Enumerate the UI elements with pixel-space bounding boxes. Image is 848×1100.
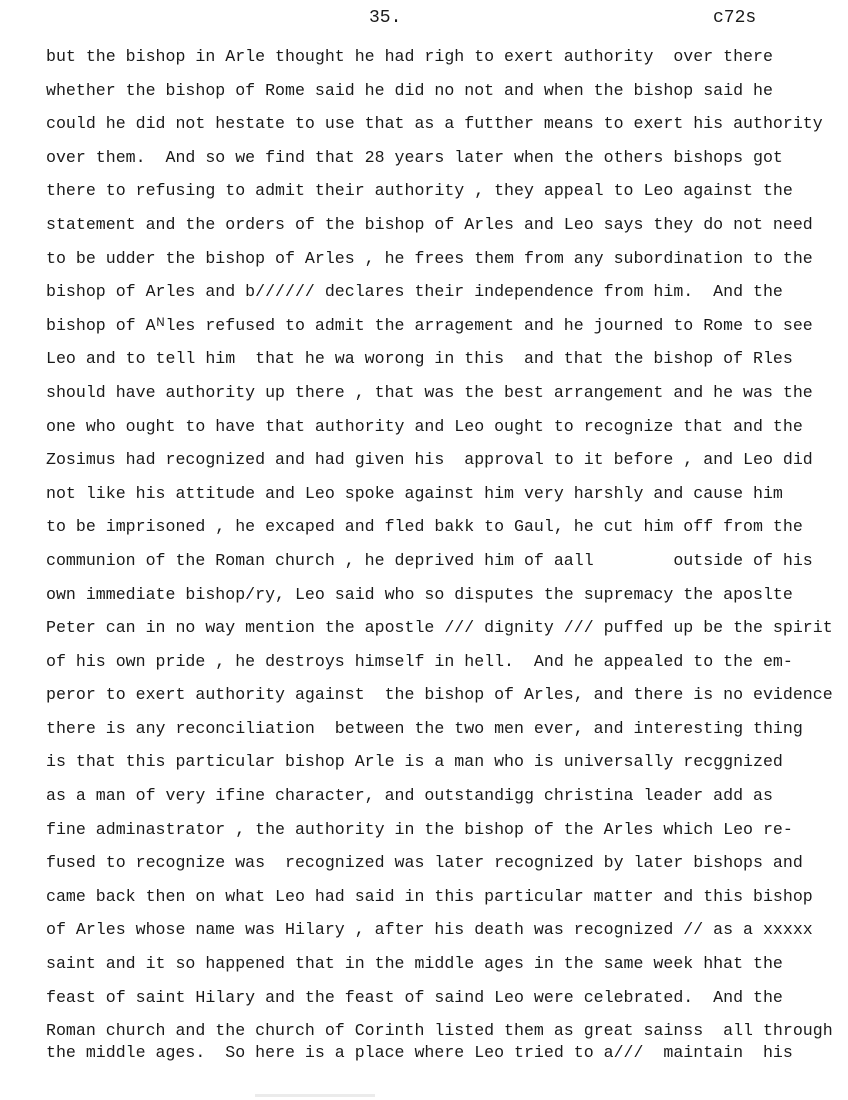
text-line: could he did not hestate to use that as a futther means to exert his authority: [46, 114, 823, 134]
text-line: Zosimus had recognized and had given his approval to it before , and Leo did: [46, 450, 813, 470]
text-line: the middle ages. So here is a place where Leo tried to a/// maintain his: [46, 1042, 793, 1062]
text-line: of Arles whose name was Hilary , after his death was recognized // as a xxxxx: [46, 920, 813, 940]
document-body: [46, 40, 833, 1064]
text-line: statement and the orders of the bishop of Arles and Leo says they do not need: [46, 214, 813, 234]
text-line: there to refusing to admit their authority , they appeal to Leo against the: [46, 181, 793, 201]
page-number: 35.: [369, 8, 402, 28]
document-code: c72s: [713, 8, 757, 28]
text-line: saint and it so happened that in the middle ages in the same week hhat the: [46, 954, 783, 974]
text-line: bishop of Aᴺles refused to admit the arragement and he journed to Rome to see: [46, 315, 813, 335]
text-line: own immediate bishop/ry, Leo said who so disputes the supremacy the aposlte: [46, 584, 793, 604]
text-line: came back then on what Leo had said in this particular matter and this bishop: [46, 886, 813, 906]
text-line: to be udder the bishop of Arles , he frees them from any subordination to the: [46, 248, 813, 268]
text-line: one who ought to have that authority and Leo ought to recognize that and the: [46, 416, 803, 436]
text-line: fine adminastrator , the authority in the bishop of the Arles which Leo re-: [46, 819, 793, 839]
text-line: bishop of Arles and b////// declares their independence from him. And the: [46, 282, 783, 302]
text-line: fused to recognize was recognized was later recognized by later bishops and: [46, 853, 803, 873]
text-line: of his own pride , he destroys himself in hell. And he appealed to the em-: [46, 651, 793, 671]
text-line: as a man of very ifine character, and outstandigg christina leader add as: [46, 786, 773, 806]
text-line: is that this particular bishop Arle is a man who is universally recggnized: [46, 752, 783, 772]
text-line: to be imprisoned , he excaped and fled bakk to Gaul, he cut him off from the: [46, 517, 803, 537]
text-line: communion of the Roman church , he deprived him of aall outside of his: [46, 550, 813, 570]
text-line: peror to exert authority against the bishop of Arles, and there is no evidence: [46, 685, 833, 705]
text-line: Leo and to tell him that he wa worong in this and that the bishop of Rles: [46, 349, 793, 369]
text-line: there is any reconciliation between the two men ever, and interesting thing: [46, 718, 803, 738]
text-line: but the bishop in Arle thought he had righ to exert authority over there: [46, 47, 773, 66]
text-line: Roman church and the church of Corinth listed them as great sainss all through: [46, 1021, 833, 1041]
text-line: not like his attitude and Leo spoke against him very harshly and cause him: [46, 483, 783, 503]
text-line: whether the bishop of Rome said he did no not and when the bishop said he: [46, 80, 773, 100]
text-line: feast of saint Hilary and the feast of saind Leo were celebrated. And the: [46, 987, 783, 1007]
text-line: Peter can in no way mention the apostle /// dignity /// puffed up be the spirit: [46, 618, 833, 638]
scan-smudge: [255, 1094, 375, 1097]
text-line: over them. And so we find that 28 years later when the others bishops got: [46, 147, 783, 167]
text-line: should have authority up there , that was the best arrangement and he was the: [46, 382, 813, 402]
